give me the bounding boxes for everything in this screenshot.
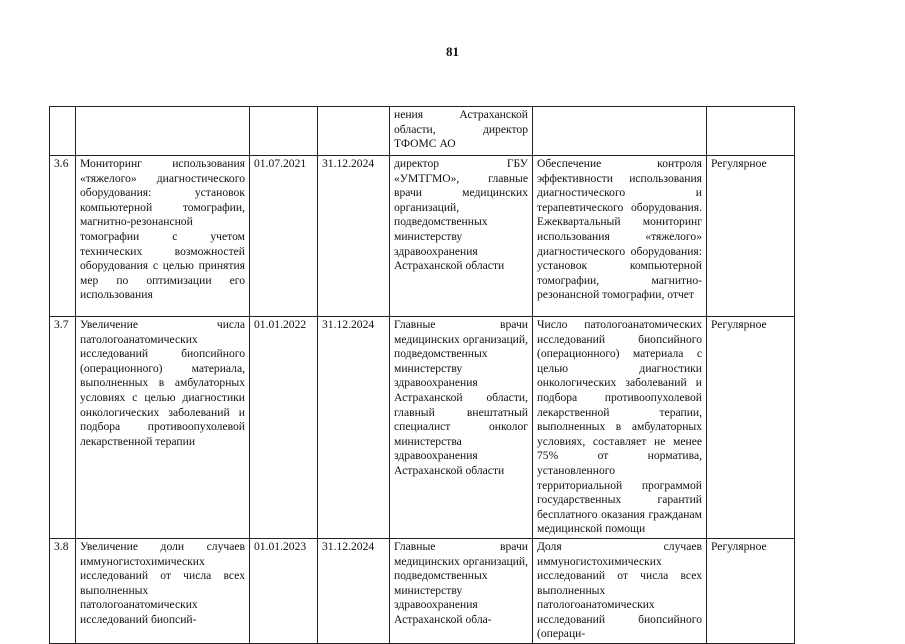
cell-end: 31.12.2024 [318, 156, 390, 317]
cell-type [707, 107, 795, 156]
cell-num: 3.7 [50, 317, 76, 539]
cell-start: 01.01.2023 [250, 538, 318, 643]
cell-type: Регулярное [707, 317, 795, 539]
cell-activity: Увеличение числа патологоанатомических исследований биопсийного (операционного) материала, выполненных в амбулаторных условиях с целью диагностики онкологических заболеваний и подбора противоопухолевой лекарственной терапии [76, 317, 250, 539]
cell-start: 01.01.2022 [250, 317, 318, 539]
table-row [50, 156, 795, 317]
cell-responsible: Главные врачи медицинских организаций, подведомственных министерству здравоохранения Астраханской обла- [390, 538, 533, 643]
cell-type: Регулярное [707, 156, 795, 317]
cell-start: 01.07.2021 [250, 156, 318, 317]
table-row-continuation [50, 107, 795, 156]
measures-table [49, 106, 795, 644]
cell-type: Регулярное [707, 538, 795, 643]
cell-responsible: нения Астраханской области, директор ТФОМС АО [390, 107, 533, 156]
cell-result: Обеспечение контроля эффективности использования диагностического и терапевтического оборудования. Ежеквартальный мониторинг использования «тяжелого» диагностического оборудования: установок компьютерной томографии, магнитно-резонансной томографии, отчет [533, 156, 707, 317]
cell-result: Число патологоанатомических исследований биопсийного (операционного) материала с целью диагностики онкологических заболеваний и подбора противоопухолевой лекарственной терапии, выполненных в амбулаторных условиях, составляет не менее 75% от норматива, установленного территориальной программой государственных гарантий бесплатного оказания гражданам медицинской помощи [533, 317, 707, 539]
cell-end [318, 107, 390, 156]
cell-num [50, 107, 76, 156]
page-number: 81 [446, 44, 459, 59]
cell-num: 3.6 [50, 156, 76, 317]
cell-result [533, 107, 707, 156]
cell-activity: Увеличение доли случаев иммуногистохимических исследований от числа всех выполненных патологоанатомических исследований биопсий- [76, 538, 250, 643]
table-row [50, 317, 795, 539]
cell-responsible: Главные врачи медицинских организаций, подведомственных министерству здравоохранения Астраханской области, главный внештатный специалист онколог министерства здравоохранения Астраханской области [390, 317, 533, 539]
cell-num: 3.8 [50, 538, 76, 643]
cell-responsible: директор ГБУ «УМТГМО», главные врачи медицинских организаций, подведомственных министерству здравоохранения Астраханской области [390, 156, 533, 317]
cell-activity [76, 107, 250, 156]
cell-start [250, 107, 318, 156]
cell-activity: Мониторинг использования «тяжелого» диагностического оборудования: установок компьютерной томографии, магнитно-резонансной томографии с учетом технических возможностей оборудования с целью принятия мер по оптимизации его использования [76, 156, 250, 317]
table-row [50, 538, 795, 643]
cell-end: 31.12.2024 [318, 317, 390, 539]
cell-result: Доля случаев иммуногистохимических исследований от числа всех выполненных патологоанатомических исследований биопсийного (операци- [533, 538, 707, 643]
cell-end: 31.12.2024 [318, 538, 390, 643]
